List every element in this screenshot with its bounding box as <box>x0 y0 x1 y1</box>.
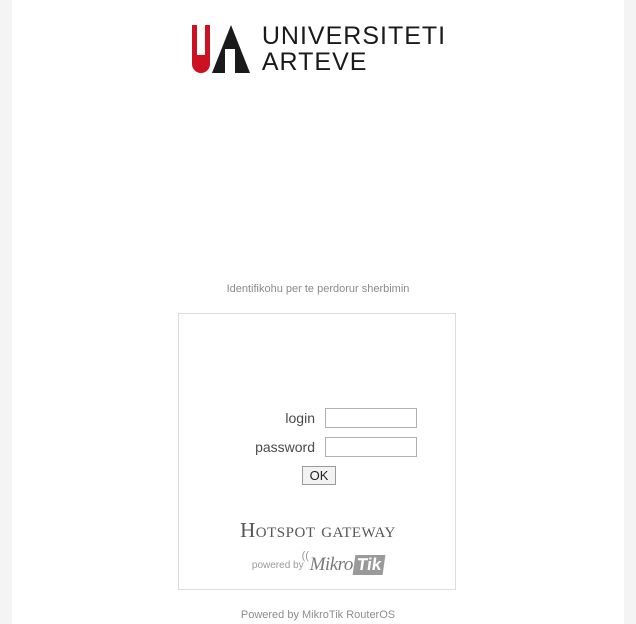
university-emblem-icon <box>190 23 252 75</box>
login-label: login <box>285 410 315 426</box>
instruction-text: Identifikohu per te perdorur sherbimin <box>226 283 410 295</box>
password-field-row <box>179 437 457 457</box>
gateway-title: Hotspot gateway <box>240 518 396 542</box>
logo-container <box>190 22 446 76</box>
powered-by-label: powered by <box>251 559 304 571</box>
ok-button[interactable]: OK <box>302 466 337 485</box>
mikrotik-branding <box>179 550 457 576</box>
submit-row <box>179 466 457 485</box>
mikrotik-logo-part1: Mikro <box>309 554 353 575</box>
footer-text: Powered by MikroTik RouterOS <box>240 609 396 621</box>
login-field-row <box>179 408 457 428</box>
signal-wave-icon: (( <box>301 550 309 562</box>
logo-letter-a-notch <box>225 49 235 73</box>
university-logo <box>0 22 636 76</box>
logo-text-line1: UNIVERSITETI <box>261 21 447 50</box>
mikrotik-logo-part2: Tik <box>352 555 385 575</box>
password-input[interactable] <box>325 437 417 457</box>
logo-text-line2: ARTEVE <box>261 48 368 76</box>
logo-letter-u-notch <box>197 25 205 55</box>
login-form <box>179 408 457 485</box>
login-panel <box>178 313 456 590</box>
logo-text <box>262 23 446 76</box>
mikrotik-logo <box>301 550 385 576</box>
password-label: password <box>255 439 315 455</box>
login-input[interactable] <box>325 408 417 428</box>
